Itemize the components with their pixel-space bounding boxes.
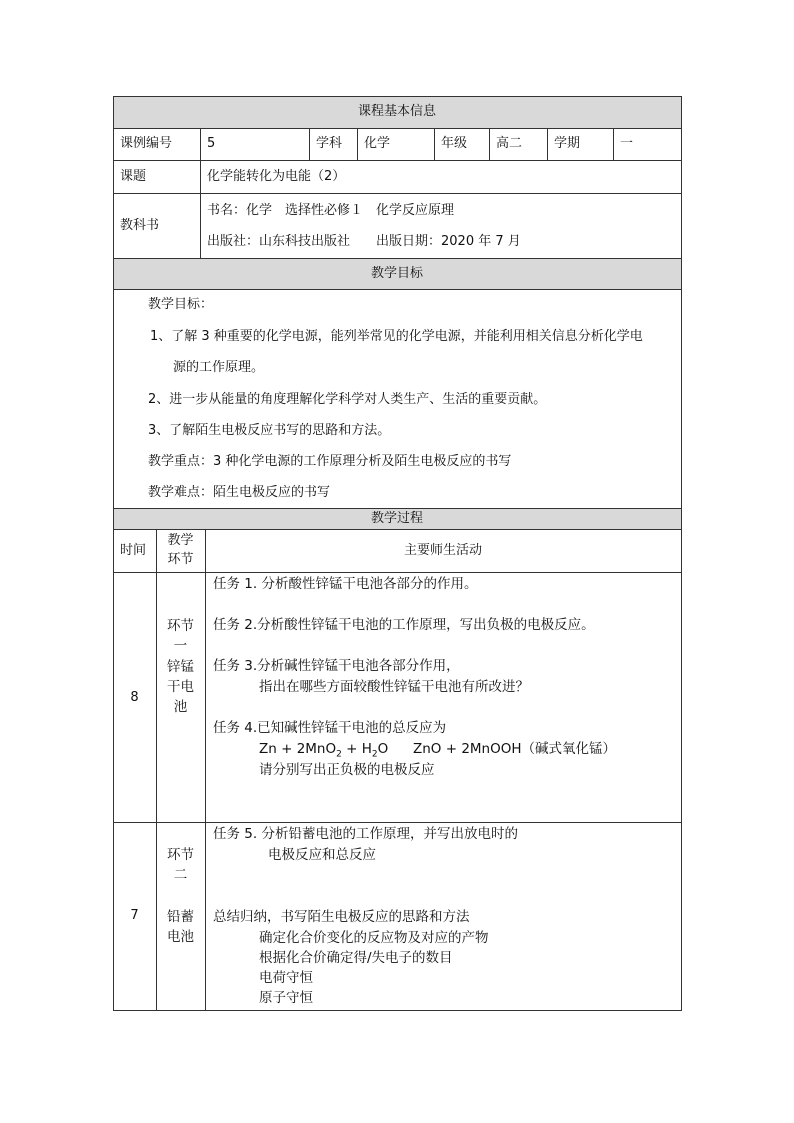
header-time: 时间: [120, 543, 147, 558]
objectives-heading: 教学目标：: [148, 297, 214, 312]
basic-info-title: 课程基本信息: [357, 104, 436, 119]
summary-heading: 总结归纳，书写陌生电极反应的思路和方法: [213, 909, 470, 925]
task-5-line1: 任务 5. 分析铅蓄电池的工作原理，并写出放电时的: [213, 826, 518, 842]
summary-step-3: 电荷守恒: [259, 970, 313, 986]
header-activity: 主要师生活动: [403, 543, 482, 558]
row2-stage-line: 铅蓄: [167, 909, 194, 925]
objective-3: 3、了解陌生电极反应书写的思路和方法。: [148, 423, 391, 438]
case-no-label: 课例编号: [120, 136, 173, 151]
header-stage-line1: 教学: [167, 533, 194, 548]
equation-reactants-2: + H: [341, 741, 372, 757]
textbook-label: 教科书: [120, 218, 160, 233]
task-3-line2: 指出在哪些方面较酸性锌锰干电池有所改进？: [259, 679, 529, 695]
difficulty: 教学难点：陌生电极反应的书写: [148, 485, 331, 500]
objective-2: 2、进一步从能量的角度理解化学科学对人类生产、生活的重要贡献。: [148, 392, 547, 407]
term-label: 学期: [554, 136, 581, 151]
book-line: 书名：化学 选择性必修１ 化学反应原理: [207, 203, 455, 218]
row1-time: 8: [130, 690, 139, 705]
task-5-line2: 电极反应和总反应: [268, 847, 376, 863]
publisher-line: 出版社：山东科技出版社 出版日期：2020 年 7 月: [207, 234, 521, 249]
equation-water-o: O: [377, 741, 389, 757]
row2-stage-line: 环节: [167, 847, 194, 863]
equation-subscript: 2: [336, 749, 342, 760]
grade-label: 年级: [441, 136, 468, 151]
row2-stage-line: 二: [173, 867, 188, 883]
row1-stage-line: 环节: [167, 618, 194, 634]
summary-step-4: 原子守恒: [259, 990, 313, 1006]
row2-stage-line: 电池: [167, 929, 194, 945]
topic-value: 化学能转化为电能（2）: [207, 169, 346, 184]
subject-label: 学科: [316, 136, 343, 151]
summary-step-1: 确定化合价变化的反应物及对应的产物: [259, 930, 489, 946]
row1-stage-line: 池: [173, 699, 188, 715]
grade-value: 高二: [496, 136, 523, 151]
term-value: 一: [620, 136, 634, 151]
row2-time: 7: [130, 908, 139, 923]
header-stage-line2: 环节: [167, 552, 194, 567]
subject-value: 化学: [364, 136, 391, 151]
process-title: 教学过程: [370, 511, 423, 526]
equation-subscript: 2: [371, 749, 378, 760]
equation-reactants: Zn + 2MnO: [259, 741, 337, 757]
task-4-line1: 任务 4.已知碱性锌锰干电池的总反应为: [213, 720, 447, 736]
task-4-equation-products: ZnO + 2MnOOH（碱式氧化锰）: [413, 741, 617, 757]
objectives-title: 教学目标: [370, 266, 423, 281]
summary-step-2: 根据化合价确定得/失电子的数目: [259, 950, 453, 966]
case-no-value: 5: [207, 136, 216, 151]
task-3-line1: 任务 3.分析碱性锌锰干电池各部分作用，: [213, 658, 460, 674]
task-2: 任务 2.分析酸性锌锰干电池的工作原理，写出负极的电极反应。: [213, 617, 595, 633]
row1-stage-line: 锌锰: [167, 659, 194, 675]
task-4-line3: 请分别写出正负极的电极反应: [259, 762, 435, 778]
task-1: 任务 1. 分析酸性锌锰干电池各部分的作用。: [213, 576, 478, 592]
objective-1-line1: 1、了解 3 种重要的化学电源，能列举常见的化学电源，并能利用相关信息分析化学电: [150, 329, 643, 344]
key-point: 教学重点：3 种化学电源的工作原理分析及陌生电极反应的书写: [148, 454, 512, 469]
objective-1-line2: 源的工作原理。: [173, 360, 265, 375]
row1-stage-line: 一: [173, 638, 188, 654]
topic-label: 课题: [120, 169, 147, 184]
row1-stage-line: 干电: [167, 679, 194, 695]
